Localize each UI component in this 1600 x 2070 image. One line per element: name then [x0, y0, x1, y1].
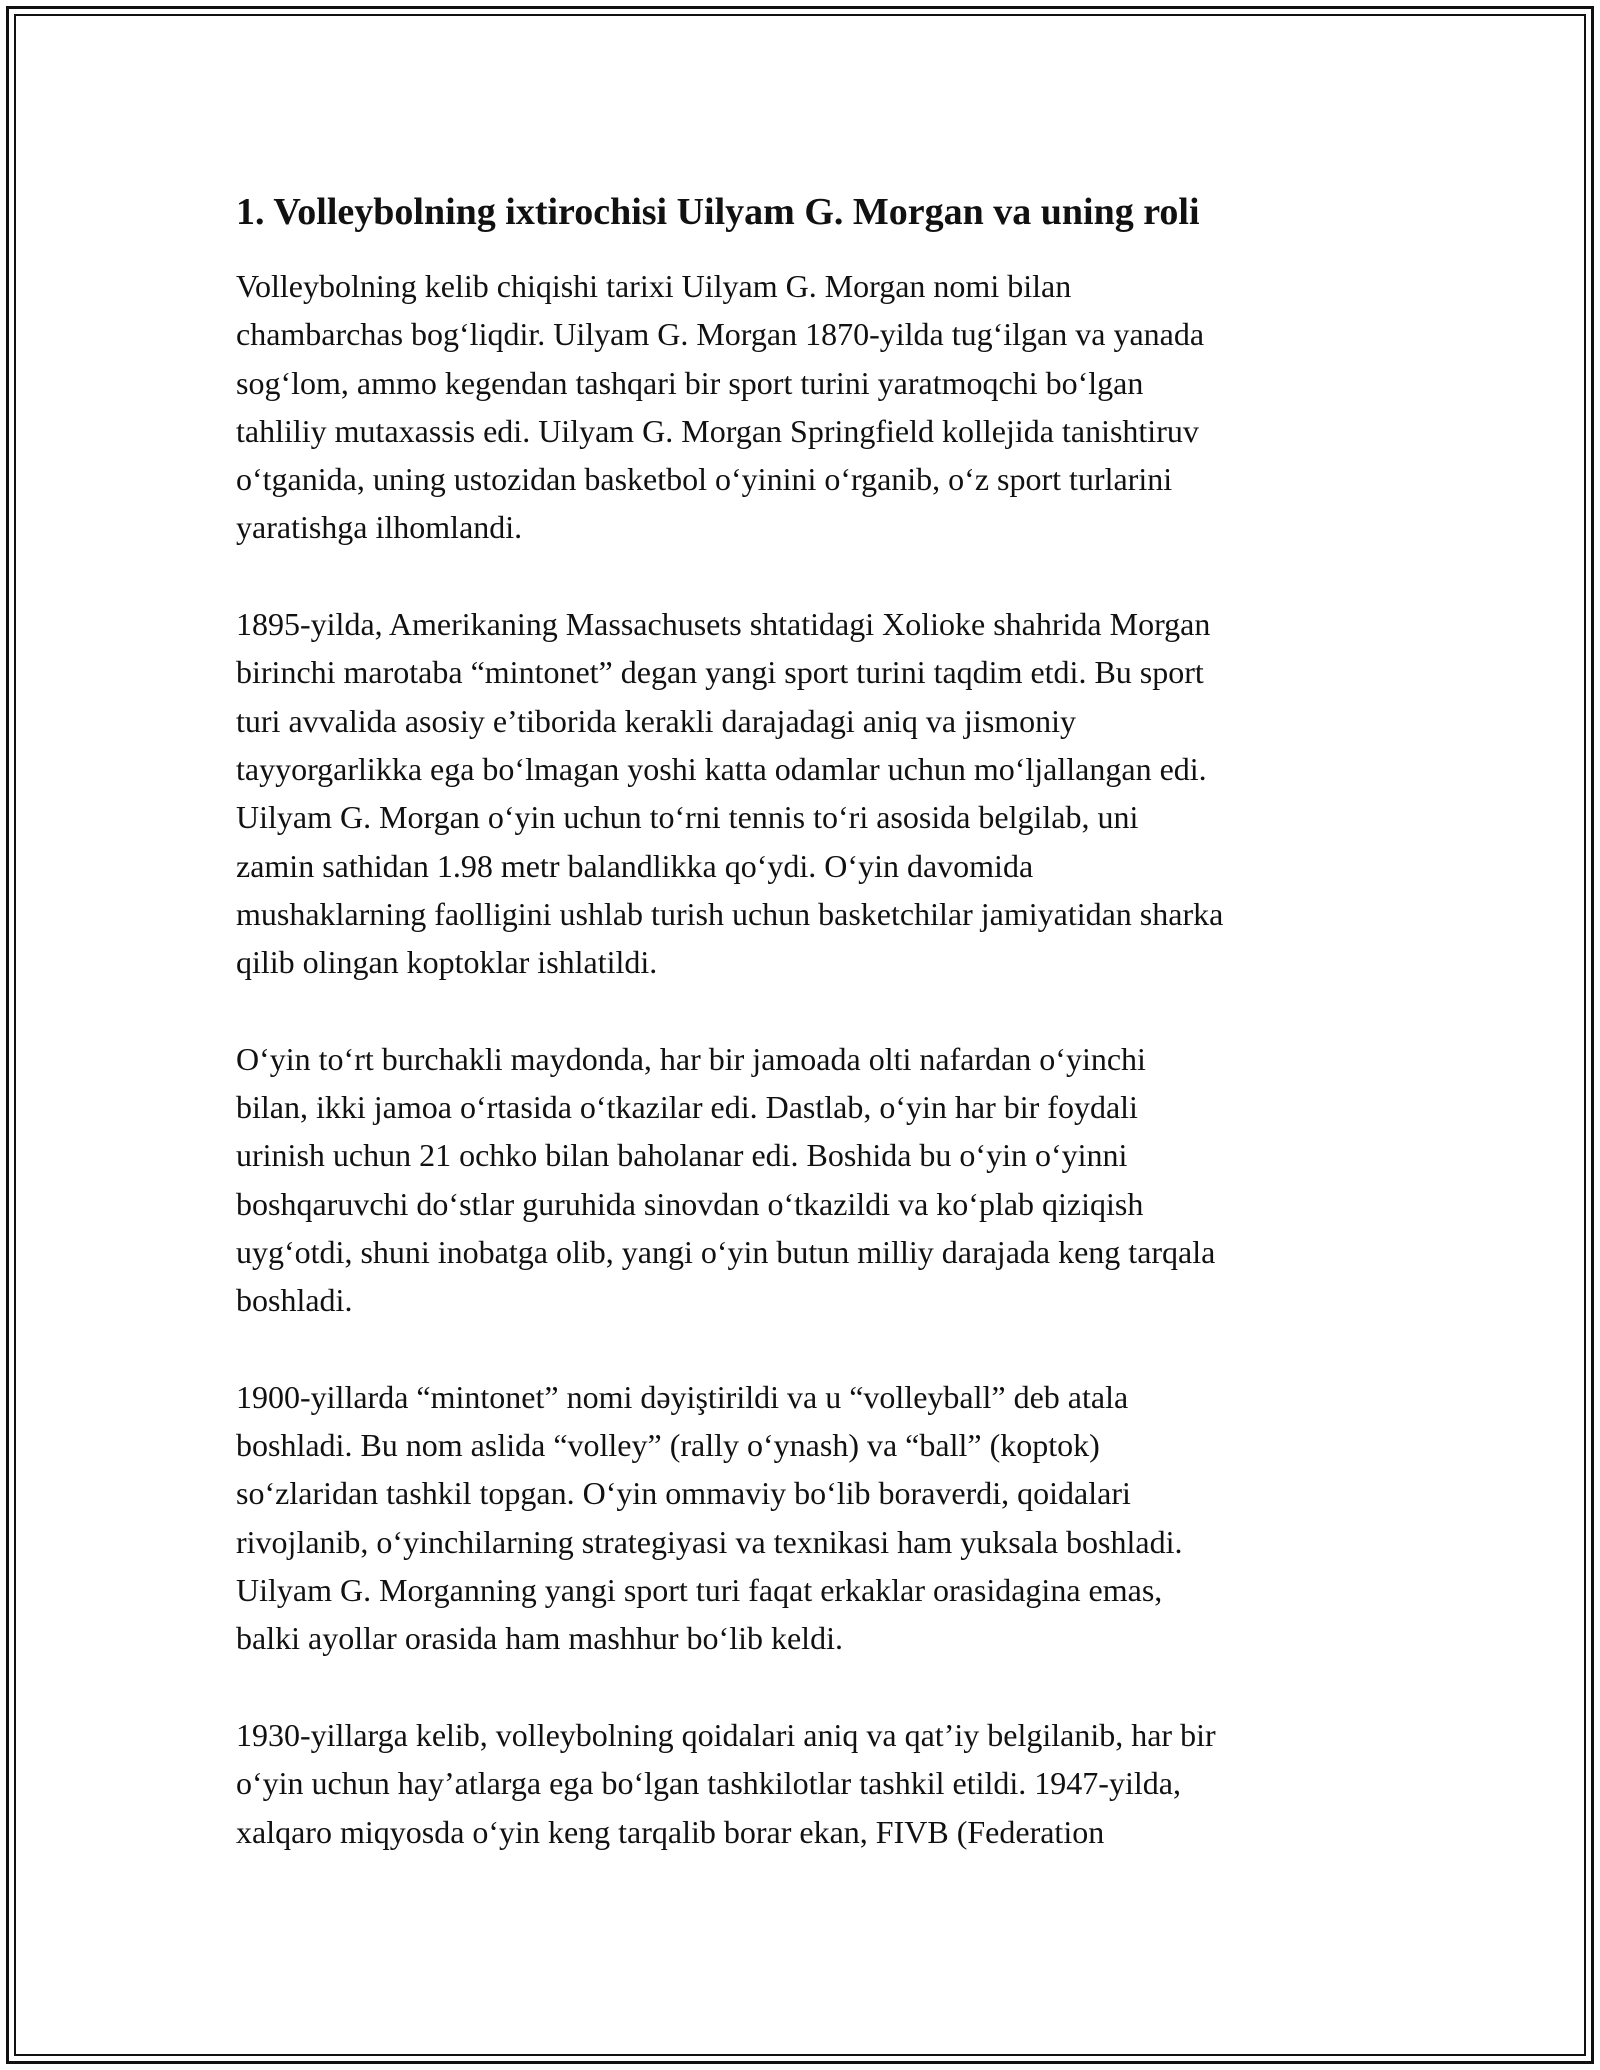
text-line: Uilyam G. Morgan o‘yin uchun to‘rni tennis to‘ri asosida belgilab, uni	[236, 799, 1139, 836]
text-line: urinish uchun 21 ochko bilan baholanar edi. Boshida bu o‘yin o‘yinni	[236, 1137, 1128, 1174]
text-line: so‘zlaridan tashkil topgan. O‘yin ommaviy bo‘lib boraverdi, qoidalari	[236, 1475, 1131, 1512]
text-line: birinchi marotaba “mintonet” degan yangi sport turini taqdim etdi. Bu sport	[236, 654, 1204, 691]
text-line: balki ayollar orasida ham mashhur bo‘lib keldi.	[236, 1620, 843, 1657]
paragraph	[236, 1035, 1386, 1325]
paragraph	[236, 262, 1386, 552]
text-line: yaratishga ilhomlandi.	[236, 509, 523, 546]
paragraph	[236, 600, 1386, 986]
paragraph	[236, 1711, 1386, 1856]
text-line: xalqaro miqyosda o‘yin keng tarqalib borar ekan, FIVB (Federation	[236, 1813, 1105, 1850]
text-line: tayyorgarlikka ega bo‘lmagan yoshi katta odamlar uchun mo‘ljallangan edi.	[236, 750, 1207, 787]
text-line: tahliliy mutaxassis edi. Uilyam G. Morgan Springfield kollejida tanishtiruv	[236, 412, 1199, 449]
paragraph-container	[236, 262, 1386, 1856]
text-line: zamin sathidan 1.98 metr balandlikka qo‘ydi. O‘yin davomida	[236, 847, 1034, 884]
document-body	[236, 186, 1386, 1904]
text-line: uyg‘otdi, shuni inobatga olib, yangi o‘yin butun milliy darajada keng tarqala	[236, 1233, 1216, 1270]
text-line: Volleybolning kelib chiqishi tarixi Uilyam G. Morgan nomi bilan	[236, 268, 1072, 304]
section-heading: 1. Volleybolning ixtirochisi Uilyam G. Morgan va uning roli	[236, 191, 1200, 233]
text-line: 1930-yillarga kelib, volleybolning qoidalari aniq va qat’iy belgilanib, har bir	[236, 1716, 1216, 1753]
text-line: o‘tganida, uning ustozidan basketbol o‘yinini o‘rganib, o‘z sport turlarini	[236, 461, 1173, 498]
text-line: chambarchas bog‘liqdir. Uilyam G. Morgan 1870-yilda tug‘ilgan va yanada	[236, 316, 1205, 353]
paragraph	[236, 1373, 1386, 1663]
text-line: boshqaruvchi do‘stlar guruhida sinovdan o‘tkazildi va ko‘plab qiziqish	[236, 1185, 1144, 1222]
text-line: 1900-yillarda “mintonet” nomi dəyiştirildi va u “volleyball” deb atala	[236, 1378, 1129, 1415]
text-line: O‘yin to‘rt burchakli maydonda, har bir jamoada olti nafardan o‘yinchi	[236, 1040, 1146, 1077]
text-line: Uilyam G. Morganning yangi sport turi faqat erkaklar orasidagina emas,	[236, 1572, 1163, 1609]
text-line: bilan, ikki jamoa o‘rtasida o‘tkazilar edi. Dastlab, o‘yin har bir foydali	[236, 1089, 1138, 1126]
text-line: qilib olingan koptoklar ishlatildi.	[236, 944, 658, 981]
text-line: boshladi. Bu nom aslida “volley” (rally o‘ynash) va “ball” (koptok)	[236, 1427, 1100, 1464]
text-line: 1895-yilda, Amerikaning Massachusets shtatidagi Xolioke shahrida Morgan	[236, 606, 1211, 643]
text-line: boshladi.	[236, 1282, 353, 1319]
text-line: o‘yin uchun hay’atlarga ega bo‘lgan tashkilotlar tashkil etildi. 1947-yilda,	[236, 1765, 1181, 1802]
text-line: rivojlanib, o‘yinchilarning strategiyasi va texnikasi ham yuksala boshladi.	[236, 1523, 1183, 1560]
text-line: mushaklarning faolligini ushlab turish uchun basketchilar jamiyatidan sharka	[236, 895, 1224, 932]
text-line: sog‘lom, ammo kegendan tashqari bir sport turini yaratmoqchi bo‘lgan	[236, 364, 1144, 401]
text-line: turi avvalida asosiy e’tiborida kerakli darajadagi aniq va jismoniy	[236, 702, 1077, 739]
